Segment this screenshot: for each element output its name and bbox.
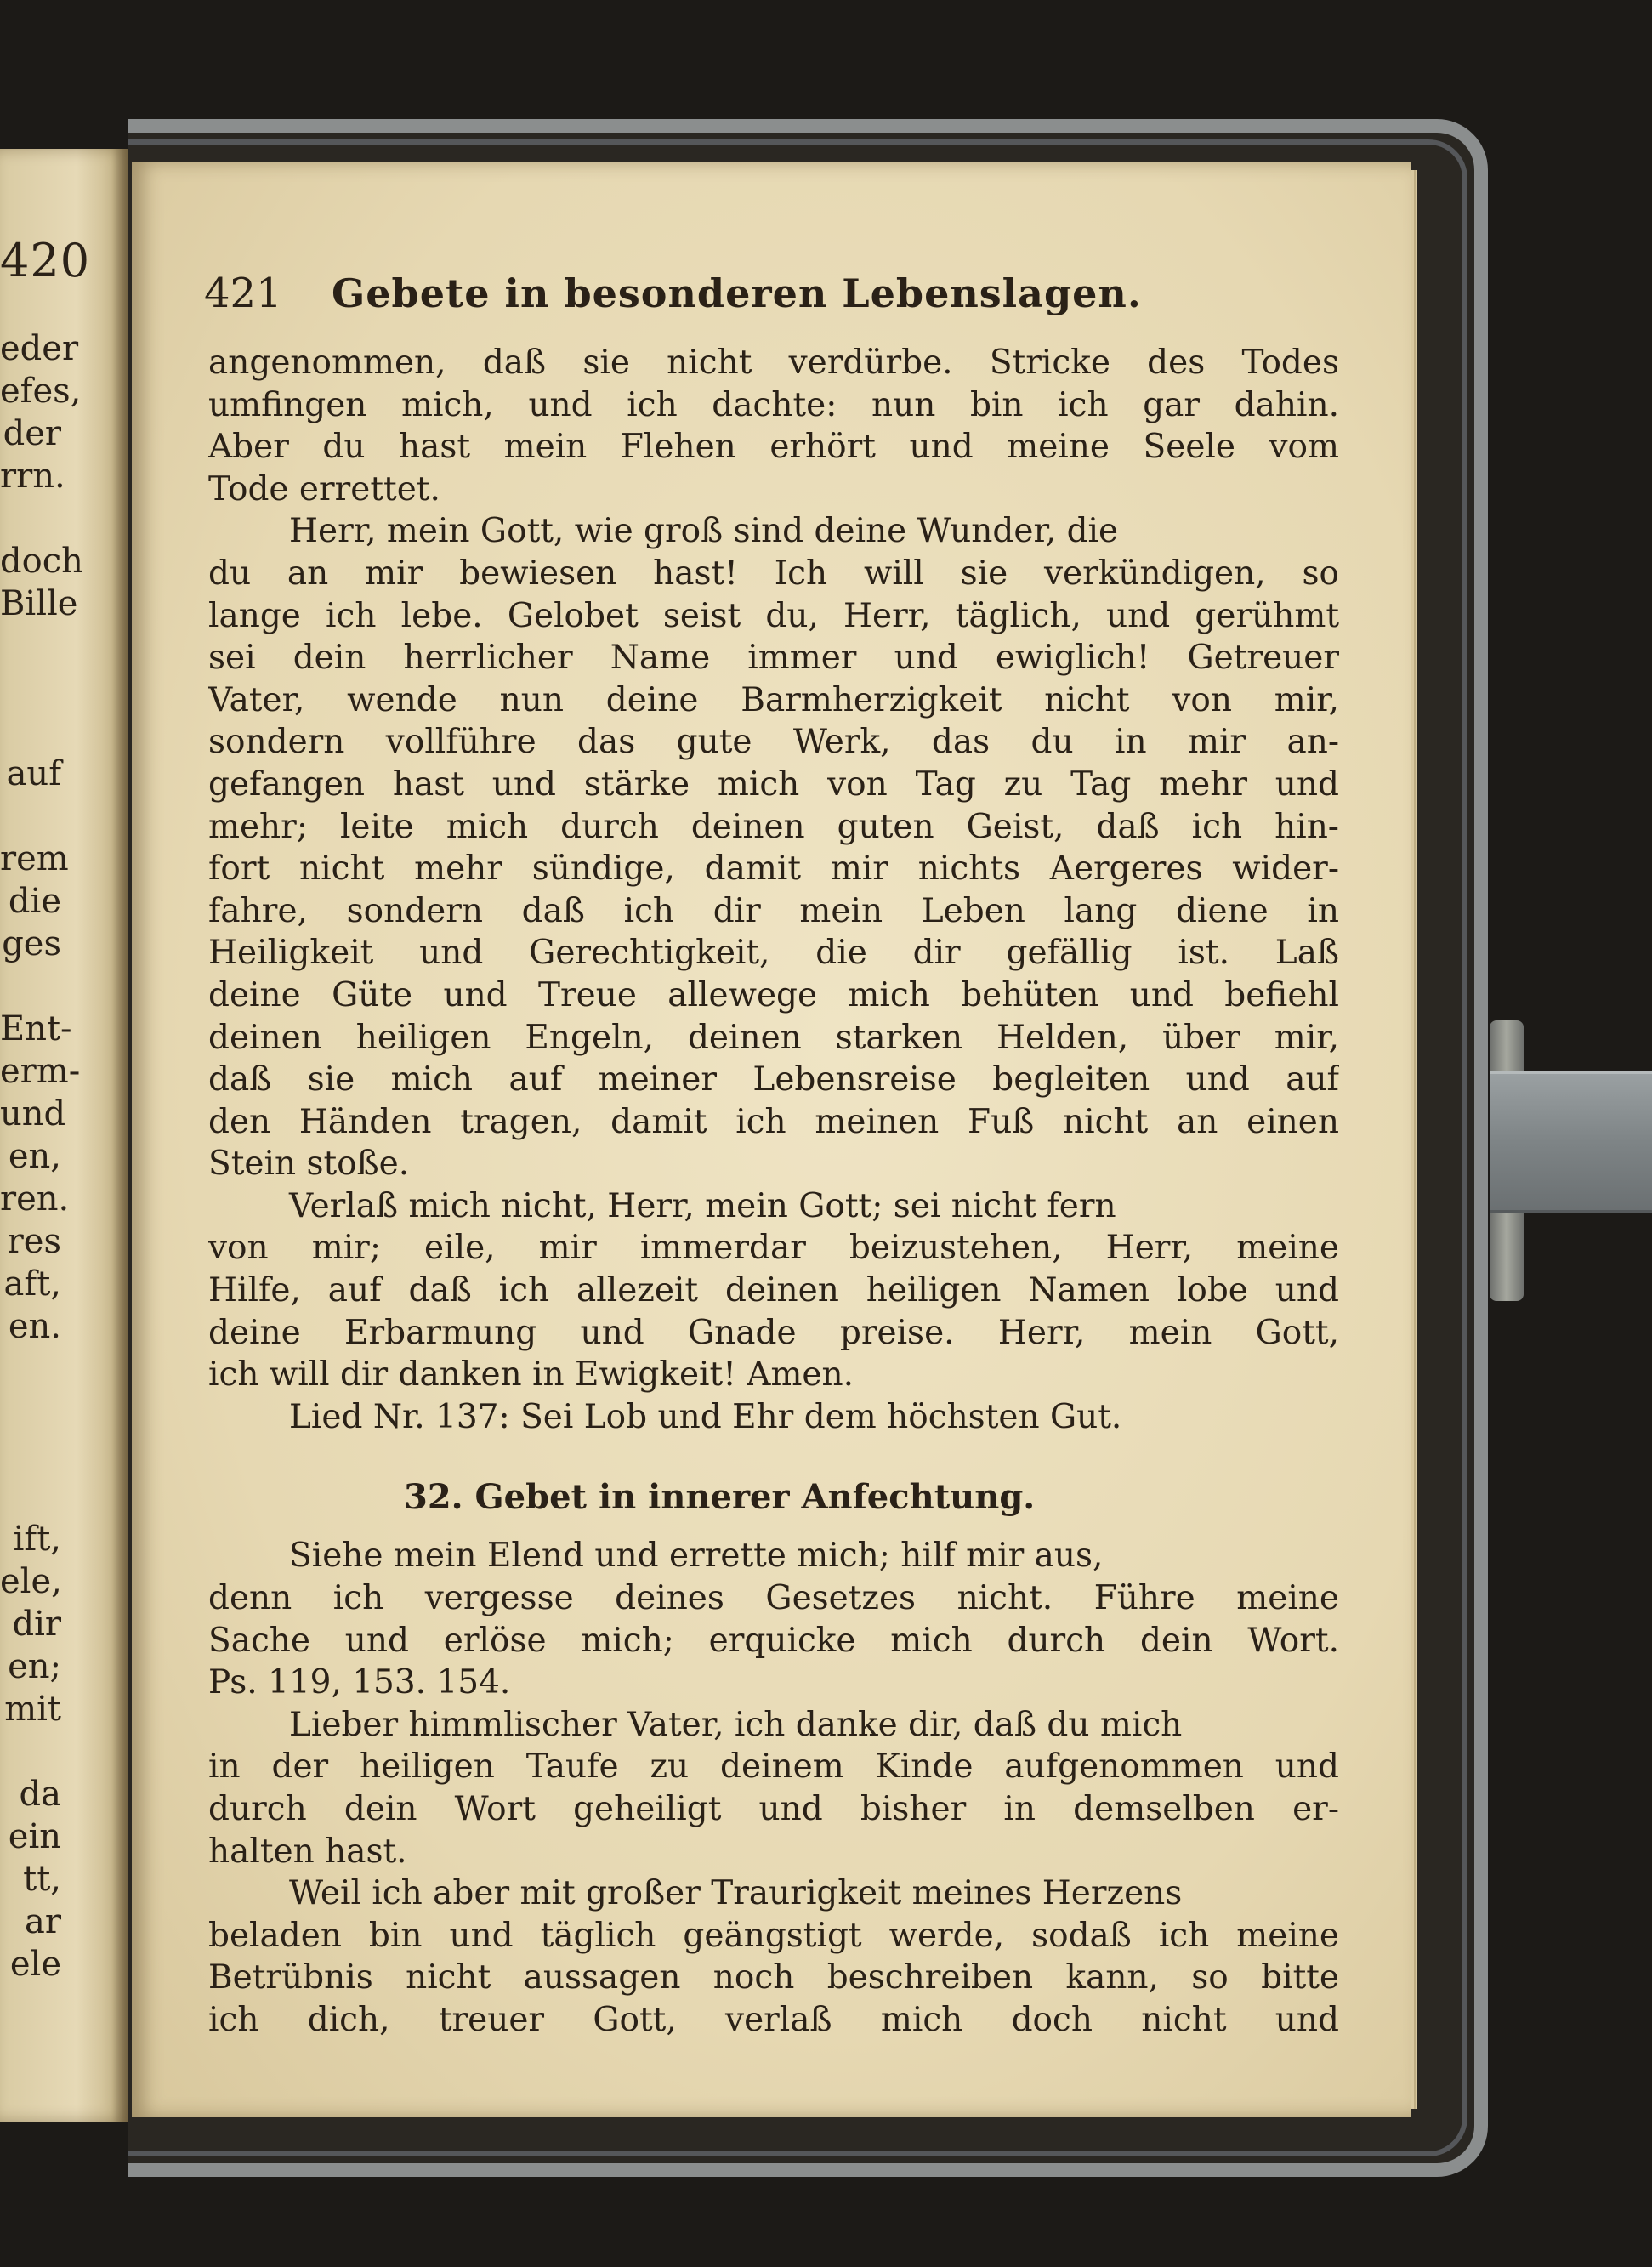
previous-page-fragment (0, 965, 61, 1008)
previous-page-fragment (0, 1730, 61, 1773)
text-line: Hilfe, auf daß ich allezeit deinen heiligen Namen lobe und (208, 1271, 1339, 1310)
previous-page-fragment: ges (2, 924, 61, 963)
text-line: sondern vollführe das gute Werk, das du in mir an- (208, 723, 1339, 762)
previous-page-fragment: tt, (23, 1860, 61, 1899)
text-line: gefangen hast und stärke mich von Tag zu Tag mehr und (208, 764, 1339, 804)
previous-page-fragment: rrn. (0, 457, 65, 496)
text-line: durch dein Wort geheiligt und bisher in demselben er- (208, 1790, 1339, 1828)
previous-page-fragment: die (8, 882, 61, 921)
text-line: Sache und erlöse mich; erquicke mich durch dein Wort. (208, 1621, 1339, 1660)
previous-page-fragment: der (3, 414, 61, 453)
text-line: sei dein herrlicher Name immer und ewiglich! Getreuer (208, 639, 1339, 678)
previous-page-fragment: da (19, 1775, 61, 1814)
text-line: Weil ich aber mit großer Traurigkeit meines Herzens (289, 1874, 1183, 1913)
previous-page-fragment: en. (8, 1307, 61, 1346)
previous-page-fragment (0, 1433, 61, 1475)
previous-page-fragment: ein (8, 1817, 61, 1856)
previous-page-fragment: ift, (13, 1520, 61, 1559)
previous-page-fragment (0, 795, 61, 838)
previous-page-fragment (0, 1390, 61, 1433)
text-line: ich will dir danken in Ewigkeit! Amen. (208, 1355, 854, 1395)
text-line: daß sie mich auf meiner Lebensreise begleiten und auf (208, 1060, 1339, 1099)
book-clasp (1490, 1071, 1652, 1213)
previous-page-fragment: en; (8, 1647, 61, 1686)
page-number: 421 (204, 270, 282, 317)
previous-page-fragment (0, 668, 61, 710)
text-line: von mir; eile, mir immerdar beizustehen, Herr, meine (208, 1229, 1339, 1268)
previous-page-fragment: eder (0, 329, 79, 368)
previous-page-fragment: auf (6, 754, 61, 793)
section-heading: 32. Gebet in innerer Anfechtung. (404, 1477, 1036, 1518)
previous-page-fragment: ar (25, 1902, 61, 1941)
previous-page-fragment: ele (9, 1945, 61, 1984)
text-line: Aber du hast mein Flehen erhört und meine Seele vom (208, 428, 1339, 467)
text-line: den Händen tragen, damit ich meinen Fuß nicht an einen (208, 1102, 1339, 1141)
running-title: Gebete in besonderen Lebenslagen. (332, 270, 1142, 316)
text-line: fort nicht mehr sündige, damit mir nichts Aergeres wider- (208, 849, 1339, 889)
text-line: Herr, mein Gott, wie groß sind deine Wunder, die (289, 512, 1119, 551)
page-header (204, 264, 1360, 323)
text-line: in der heiligen Taufe zu deinem Kinde aufgenommen und (208, 1747, 1339, 1787)
previous-page-fragment (0, 497, 61, 540)
previous-page-fragment: doch (0, 542, 83, 581)
previous-page-fragment: res (7, 1222, 61, 1261)
text-line: ich dich, treuer Gott, verlaß mich doch nicht und (208, 2000, 1339, 2039)
previous-page-fragment (0, 710, 61, 753)
text-line: fahre, sondern daß ich dir mein Leben lang diene in (208, 891, 1339, 930)
previous-page-fragment: und (0, 1094, 66, 1134)
text-line: deine Güte und Treue allewege mich behüten und befiehl (208, 975, 1339, 1014)
text-line: Vater, wende nun deine Barmherzigkeit nicht von mir, (208, 680, 1339, 719)
previous-page-fragment: en, (8, 1137, 61, 1176)
text-line: angenommen, daß sie nicht verdürbe. Stricke des Todes (208, 344, 1339, 382)
previous-page-text-fragments (0, 327, 83, 1986)
text-line: Lieber himmlischer Vater, ich danke dir, daß du mich (289, 1705, 1183, 1744)
previous-page-fragment: aft, (3, 1264, 61, 1304)
text-line: denn ich vergesse deines Gesetzes nicht. Führe meine (208, 1579, 1339, 1618)
text-line: Tode errettet. (208, 469, 440, 509)
text-line: Lied Nr. 137: Sei Lob und Ehr dem höchsten Gut. (289, 1397, 1122, 1436)
text-line: Verlaß mich nicht, Herr, mein Gott; sei nicht fern (289, 1186, 1116, 1225)
previous-page-fragment: dir (12, 1605, 61, 1644)
text-line: umfingen mich, und ich dachte: nun bin ich gar dahin. (208, 385, 1339, 424)
previous-page-fragment (0, 1475, 61, 1518)
previous-page-fragment: Ent- (0, 1009, 72, 1048)
text-line: mehr; leite mich durch deinen guten Geist, daß ich hin- (208, 807, 1339, 846)
text-line: beladen bin und täglich geängstigt werde, sodaß ich meine (208, 1916, 1339, 1955)
text-line: deine Erbarmung und Gnade preise. Herr, mein Gott, (208, 1313, 1339, 1352)
previous-page-fragment: mit (4, 1690, 61, 1729)
text-line: lange ich lebe. Gelobet seist du, Herr, täglich, und gerühmt (208, 596, 1339, 635)
text-line: deinen heiligen Engeln, deinen starken Helden, über mir, (208, 1018, 1339, 1057)
previous-page-fragment: rem (0, 839, 69, 878)
text-line: Heiligkeit und Gerechtigkeit, die dir gefällig ist. Laß (208, 934, 1339, 973)
previous-page-fragment: Bille (0, 584, 78, 623)
text-line: Betrübnis nicht aussagen noch beschreiben kann, so bitte (208, 1958, 1339, 1997)
previous-page-fragment: erm- (0, 1052, 81, 1091)
text-line: Stein stoße. (208, 1145, 410, 1184)
text-line: Ps. 119, 153. 154. (208, 1663, 511, 1702)
page-body-text (208, 342, 1339, 2042)
current-page (132, 162, 1411, 2117)
text-line: Siehe mein Elend und errette mich; hilf mir aus, (289, 1537, 1104, 1576)
text-line: du an mir bewiesen hast! Ich will sie verkündigen, so (208, 554, 1339, 593)
previous-page-number: 420 (0, 234, 91, 287)
previous-page (0, 149, 128, 2122)
text-line: halten hast. (208, 1832, 407, 1871)
previous-page-fragment: ele, (0, 1562, 62, 1601)
previous-page-fragment: efes, (0, 372, 82, 411)
previous-page-fragment (0, 1348, 61, 1390)
previous-page-fragment: ren. (0, 1179, 70, 1219)
previous-page-fragment (0, 625, 61, 668)
